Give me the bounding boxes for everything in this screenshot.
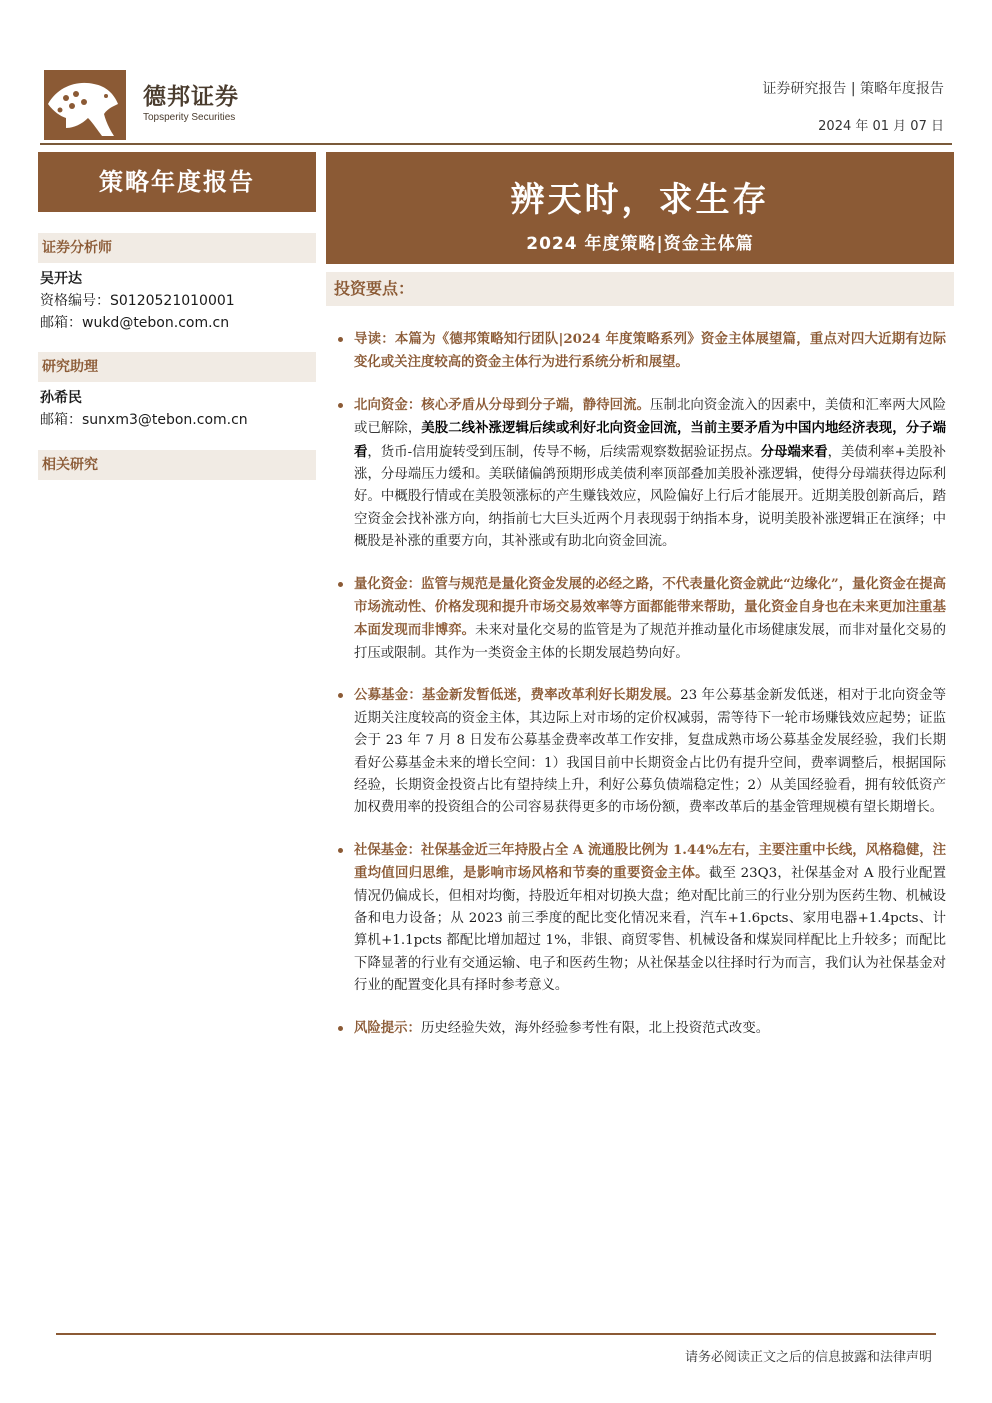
key-point-social-security: 社保基金：社保基金近三年持股占全 A 流通股比例为 1.44%左右，主要注重中长线，风格稳健，注重均值回归思维，是影响市场风格和节奏的重要资金主体。截至 23Q3，社保基金对 A 股行业配置情况仍偏成长，但相对均衡，持股近年相对切换大盘；绝对配比前三的行业分别为医药生物、机械设备和电力设备；从 2023 前三季度的配比变化情况来看，汽车+1.6pcts、家用电器+1.4pcts、计算机+1.1pcts 都配比增加超过 1%，非银、商贸零售、机械设备和煤炭同样配比上升较多；而配比下降显著的行业有交通运输、电子和医药生物；从社保基金以往择时行为而言，我们认为社保基金对行业的配置变化具有择时参考意义。 — [338, 839, 946, 998]
key-point-intro: 导读：本篇为《德邦策略知行团队|2024 年度策略系列》资金主体展望篇，重点对四大近期有边际变化或关注度较高的资金主体行为进行系统分析和展望。 — [338, 328, 946, 375]
title-banner — [326, 152, 954, 264]
assistant-section-label: 研究助理 — [38, 352, 316, 382]
bullet-icon — [338, 337, 343, 342]
bullet-icon — [338, 693, 343, 698]
key-point-risk: 风险提示：历史经验失效，海外经验参考性有限，北上投资范式改变。 — [338, 1017, 946, 1040]
bullet-icon — [338, 1026, 343, 1031]
key-points-header: 投资要点： — [326, 272, 954, 306]
brand-name-cn: 德邦证券 — [143, 84, 239, 110]
header-divider — [40, 143, 952, 145]
assistant-email[interactable]: 邮箱：sunxm3@tebon.com.cn — [40, 412, 248, 428]
report-type: 证券研究报告 | 策略年度报告 — [762, 81, 944, 97]
report-category-banner: 策略年度报告 — [38, 152, 316, 212]
sub-title: 2024 年度策略|资金主体篇 — [526, 234, 754, 254]
assistant-name: 孙希民 — [40, 390, 82, 406]
bullet-icon — [338, 848, 343, 853]
key-point-quant: 量化资金：监管与规范是量化资金发展的必经之路，不代表量化资金就此“边缘化”，量化资金在提高市场流动性、价格发现和提升市场交易效率等方面都能带来帮助，量化资金自身也在未来更加注重基本面发现而非博弈。未来对量化交易的监管是为了规范并推动量化市场健康发展，而非对量化交易的打压或限制。其作为一类资金主体的长期发展趋势向好。 — [338, 573, 946, 666]
analyst-name: 吴开达 — [40, 271, 82, 287]
bullet-icon — [338, 403, 343, 408]
related-research-label: 相关研究 — [38, 450, 316, 480]
disclaimer-note: 请务必阅读正文之后的信息披露和法律声明 — [684, 1350, 932, 1365]
analyst-email[interactable]: 邮箱：wukd@tebon.com.cn — [40, 315, 230, 331]
bullet-icon — [338, 582, 343, 587]
brand — [143, 78, 239, 123]
company-logo — [44, 70, 126, 140]
main-title: 辨天时，求生存 — [510, 180, 770, 220]
report-date: 2024 年 01 月 07 日 — [818, 119, 944, 134]
key-point-public-fund: 公募基金：基金新发暂低迷，费率改革利好长期发展。23 年公募基金新发低迷，相对于北向资金等近期关注度较高的资金主体，其边际上对市场的定价权减弱，需等待下一轮市场赚钱效应起势；证监会于 23 年 7 月 8 日发布公募基金费率改革工作安排，复盘成熟市场公募基金发展经验，我们长期看好公募基金未来的增长空间：1）我国目前中长期资金占比仍有提升空间，费率调整后，根据国际经验，长期资金投资占比有望持续上升，利好公募负债端稳定性；2）从美国经验看，拥有较低资产加权费用率的投资组合的公司容易获得更多的市场份额，费率改革后的基金管理规模有望长期增长。 — [338, 684, 946, 819]
analyst-cert: 资格编号：S0120521010001 — [40, 293, 235, 309]
key-point-northbound: 北向资金：核心矛盾从分母到分子端，静待回流。压制北向资金流入的因素中，美债和汇率两大风险或已解除，美股二线补涨逻辑后续或利好北向资金回流，当前主要矛盾为中国内地经济表现，分子端看，货币-信用旋转受到压制，传导不畅，后续需观察数据验证拐点。分母端来看，美债利率+美股补涨，分母端压力缓和。美联储偏鸽预期形成美债利率顶部叠加美股补涨逻辑，使得分母端获得边际利好。中概股行情或在美股领涨标的产生赚钱效应，风险偏好上行后才能展开。近期美股创新高后，踏空资金会找补涨方向，纳指前七大巨头近两个月表现弱于纳指本身，说明美股补涨逻辑正在演绎；中概股是补涨的重要方向，其补涨或有助北向资金回流。 — [338, 394, 946, 554]
brand-name-en: Topsperity Securities — [143, 112, 236, 123]
analyst-section-label: 证券分析师 — [38, 233, 316, 263]
footer-divider — [56, 1333, 936, 1335]
key-points-list — [338, 328, 946, 1059]
